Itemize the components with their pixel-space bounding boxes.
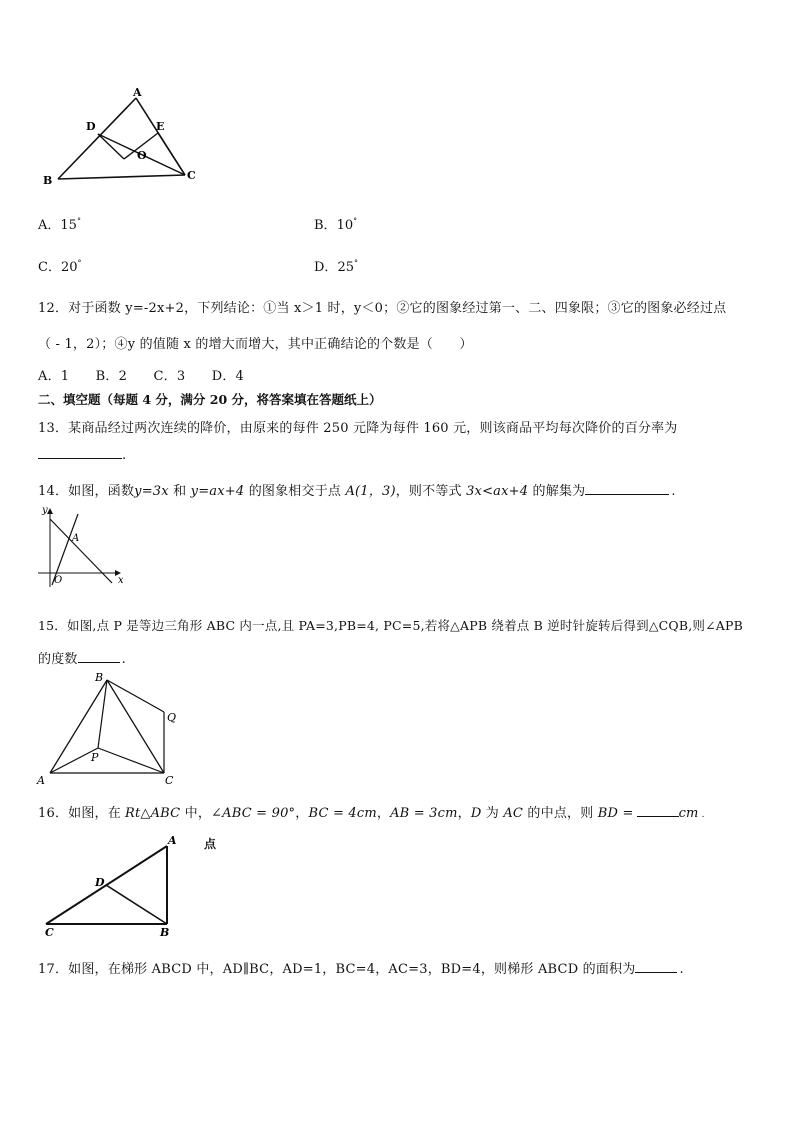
label-a: A (133, 86, 142, 99)
option-letter: C． (38, 260, 61, 275)
q14-mid: 的图象相交于点 (244, 484, 346, 499)
option-value: 15 (60, 218, 77, 233)
q14-suffix: 的解集为 (528, 484, 586, 499)
option-value: 20 (60, 260, 78, 275)
q16-t4: ， (457, 806, 471, 821)
edge-ab (50, 680, 107, 773)
degree-mark: ° (353, 258, 358, 268)
answer-line (78, 650, 120, 663)
edge-bc (107, 680, 164, 773)
answer-line (585, 482, 669, 495)
q13-end: . (122, 448, 127, 463)
q16-d: D (470, 806, 482, 821)
label-o: O (137, 149, 147, 162)
option-value: 25 (337, 260, 354, 275)
q16-stray-char: 点 (204, 837, 217, 851)
figure-q14-graph (36, 505, 131, 590)
label-d: D (95, 876, 105, 889)
q12-line2: （ - 1，2）；④y 的值随 x 的增大而增大，其中正确结论的个数是（ ） (38, 337, 473, 352)
q17-body: 17．如图，在梯形 ABCD 中，AD∥BC，AD=1，BC=4，AC=3，BD=4，则梯形 ABCD 的面积为 (38, 962, 636, 977)
q14-mid2: ，则不等式 (395, 484, 467, 499)
q11-option-c (38, 256, 82, 275)
q14-func1: y=3x (134, 484, 169, 499)
origin-label: O (54, 575, 63, 586)
axis-label-x: x (118, 575, 124, 586)
figure-q16-triangle (42, 832, 192, 942)
q16-angle: ∠ABC = 90° (211, 806, 296, 821)
label-c: C (45, 926, 54, 939)
degree-mark: ° (77, 258, 82, 268)
answer-line (38, 446, 122, 459)
q15-line2 (38, 648, 126, 667)
q15-line1: 15．如图,点 P 是等边三角形 ABC 内一点,且 PA=3,PB=4, PC=5,若将△APB 绕着点 B 逆时针旋转后得到△CQB,则∠APB (38, 618, 743, 633)
q14-and: 和 (168, 484, 191, 499)
edge-bc (58, 175, 185, 179)
label-c: C (187, 169, 196, 182)
axis-label-y: y (42, 505, 48, 516)
q16-unit: cm (678, 806, 699, 821)
option-letter: A． (38, 218, 61, 233)
q16-prefix: 16．如图，在 (38, 806, 121, 821)
q16-t1: 中， (180, 806, 212, 821)
q15-end: . (121, 652, 126, 667)
q16-triangle: Rt△ABC (124, 806, 181, 821)
edge-ab (58, 98, 136, 179)
q11-option-a (38, 214, 81, 233)
q16-text (38, 802, 705, 821)
label-q: Q (167, 711, 177, 724)
q14-end: . (671, 484, 676, 499)
degree-mark: ° (353, 216, 358, 226)
q15-line2-text: 的度数 (38, 652, 78, 667)
degree-mark: ° (76, 216, 81, 226)
q14-point: A(1，3) (345, 484, 396, 499)
figure-q11-triangle (40, 88, 210, 188)
option-letter: B． (314, 218, 337, 233)
q16-ac: AC (503, 806, 524, 821)
segment-pb (98, 680, 107, 748)
q16-bd: BD = (597, 806, 634, 821)
q16-t2: ， (295, 806, 309, 821)
label-e: E (156, 120, 165, 133)
q14-func2: y=ax+4 (190, 484, 245, 499)
segment-bq (107, 680, 164, 712)
q16-t6: 的中点，则 (523, 806, 598, 821)
segment-do (98, 134, 124, 159)
q11-option-d (314, 256, 358, 275)
q17-end: . (679, 962, 684, 977)
answer-line (635, 960, 677, 973)
point-label-a: A (72, 533, 80, 544)
q16-end: . (701, 810, 705, 820)
label-c: C (165, 774, 174, 787)
q16-t3: ， (376, 806, 391, 821)
q13-text: 13．某商品经过两次连续的降价，由原来的每件 250 元降为每件 160 元，则该商品平均每次降价的百分率为 (38, 421, 678, 436)
q14-prefix: 14．如图，函数 (38, 484, 135, 499)
q12-line1: 12．对于函数 y=-2x+2，下列结论：①当 x＞1 时，y＜0；②它的图象经过第一、二、四象限；③它的图象必经过点 (38, 301, 727, 316)
q13-answer-blank (38, 446, 126, 463)
label-b: B (160, 926, 170, 939)
q12-options: A．1 B．2 C．3 D．4 (38, 369, 244, 384)
label-d: D (86, 120, 96, 133)
option-value: 10 (336, 218, 354, 233)
q16-t5: 为 (481, 806, 504, 821)
q14-inequality: 3x<ax+4 (466, 484, 529, 499)
segment-bd (106, 885, 167, 924)
q17-text (38, 958, 684, 977)
figure-q15-triangle (36, 672, 196, 787)
label-p: P (91, 751, 99, 764)
label-b: B (43, 174, 53, 187)
segment-pc (98, 748, 164, 773)
option-letter: D． (314, 260, 338, 275)
label-b: B (95, 671, 104, 684)
q14-text (38, 480, 676, 499)
q16-bc: BC = 4cm (308, 806, 377, 821)
q16-ab: AB = 3cm (390, 806, 458, 821)
label-a: A (37, 774, 45, 787)
answer-line (637, 804, 679, 817)
section-title: 二、填空题（每题 4 分，满分 20 分，将答案填在答题纸上） (38, 392, 382, 407)
q11-option-b (314, 214, 357, 233)
label-a: A (168, 834, 177, 847)
